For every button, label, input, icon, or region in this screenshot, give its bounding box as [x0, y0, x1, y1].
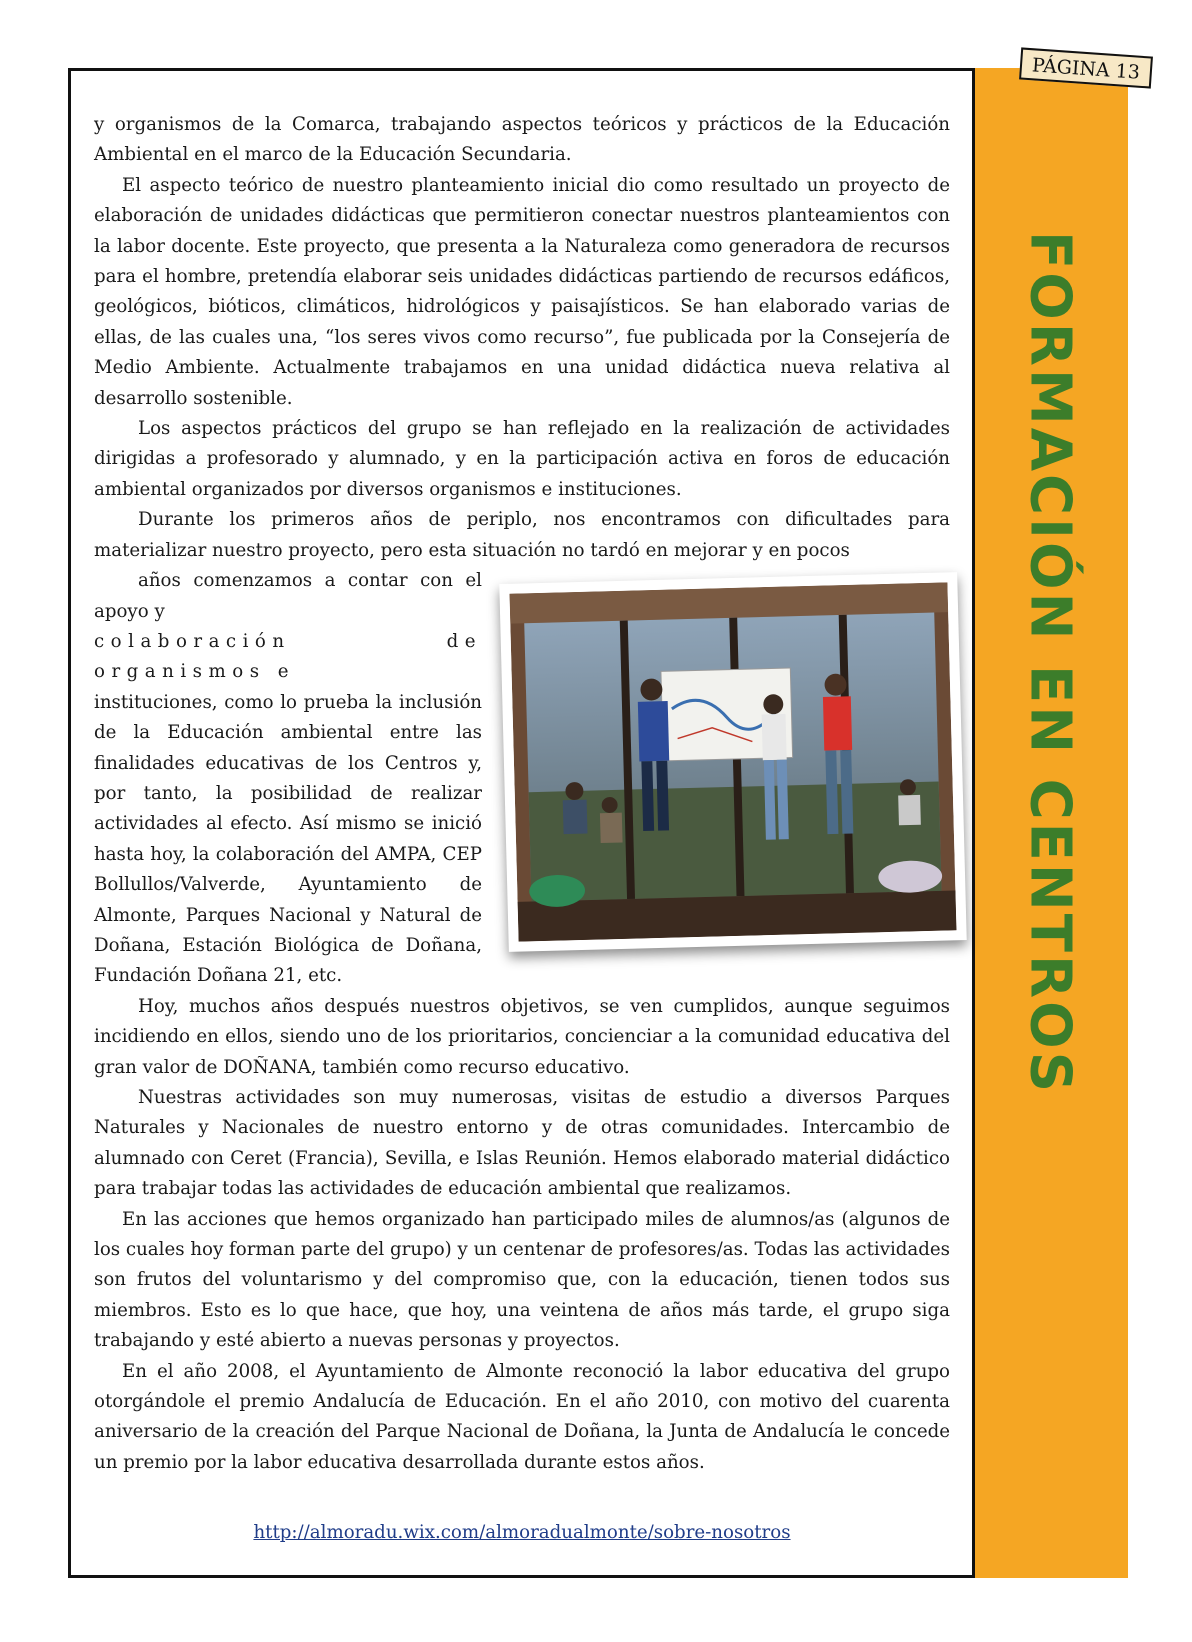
paragraph: Hoy, muchos años después nuestros objetivos, se ven cumplidos, aunque seguimos incidiendo en ellos, siendo uno de los prioritarios, concienciar a la comunidad educativa del gran valor de DOÑANA, también como recurso educativo. — [94, 995, 950, 1078]
group-photo — [499, 572, 966, 952]
paragraph: colaboración de organismos e — [94, 630, 482, 683]
article-body — [94, 110, 950, 1549]
paragraph: Nuestras actividades son muy numerosas, visitas de estudio a diversos Parques Naturales y Nacionales de nuestro entorno y de otras comunidades. Intercambio de alumnado con Ceret (Francia), Sevilla, e Islas Reunión. Hemos elaborado material didáctico para trabajar todas las actividades de educación ambiental que realizamos. — [94, 1087, 950, 1200]
section-title-container — [972, 68, 1128, 1578]
paragraph: años comenzamos a contar con el apoyo y — [94, 570, 482, 622]
section-title: FORMACIÓN EN CENTROS — [1017, 230, 1083, 1096]
paragraph: y organismos de la Comarca, trabajando aspectos teóricos y prácticos de la Educación Ambiental en el marco de la Educación Secundaria. — [94, 114, 950, 166]
photo-figure — [494, 570, 974, 972]
paragraph: En el año 2008, el Ayuntamiento de Almonte reconoció la labor educativa del grupo otorgándole el premio Andalucía de Educación. En el año 2010, con motivo del cuarenta aniversario de la creación del Parque Nacional de Doñana, la Junta de Andalucía le concede un premio por la labor educativa desarrollada durante estos años. — [94, 1360, 950, 1473]
paragraph: Los aspectos prácticos del grupo se han reflejado en la realización de actividades dirigidas a profesorado y alumnado, y en la participación activa en foros de educación ambiental organizados por diversos organismos e instituciones. — [94, 418, 950, 500]
source-link[interactable]: http://almoradu.wix.com/almoradualmonte/sobre-nosotros — [253, 1522, 791, 1544]
paragraph: En las acciones que hemos organizado han participado miles de alumnos/as (algunos de los cuales hoy forman parte del grupo) y un centenar de profesores/as. Todas las actividades son frutos del voluntarismo y del compromiso que, con la educación, tienen todos sus miembros. Esto es lo que hace, que hoy, una veintena de años más tarde, el grupo siga trabajando y esté abierto a nuevas personas y proyectos. — [94, 1208, 951, 1352]
page-number-tag: PÁGINA 13 — [1019, 47, 1153, 88]
paragraph: El aspecto teórico de nuestro planteamiento inicial dio como resultado un proyecto de elaboración de unidades didácticas que permitieron conectar nuestros planteamientos con la labor docente. Este proyecto, que presenta a la Naturaleza como generadora de recursos para el hombre, pretendía elaborar seis unidades didácticas partiendo de recursos edáficos, geológicos, bióticos, climáticos, hidrológicos y paisajísticos. Se han elaborado varias de ellas, de las cuales una, “los seres vivos como recurso”, fue publicada por la Consejería de Medio Ambiente. Actualmente trabajamos en una unidad didáctica nueva relativa al desarrollo sostenible. — [94, 174, 950, 409]
photo-illustration — [510, 582, 957, 941]
paragraph: Durante los primeros años de periplo, nos encontramos con dificultades para materializar nuestro proyecto, pero esta situación no tardó en mejorar y en pocos — [94, 509, 950, 561]
paragraph: instituciones, como lo prueba la inclusión de la Educación ambiental entre las finalidades educativas de los Centros y, por tanto, la posibilidad de realizar actividades al efecto. Así mismo se inició hasta hoy, la colaboración del AMPA, CEP Bollullos/Valverde, Ayuntamiento de Almonte, Parques Nacional y Natural de Doñana, Estación Biológica de Doñana, Fundación Doñana 21, etc. — [94, 691, 482, 987]
